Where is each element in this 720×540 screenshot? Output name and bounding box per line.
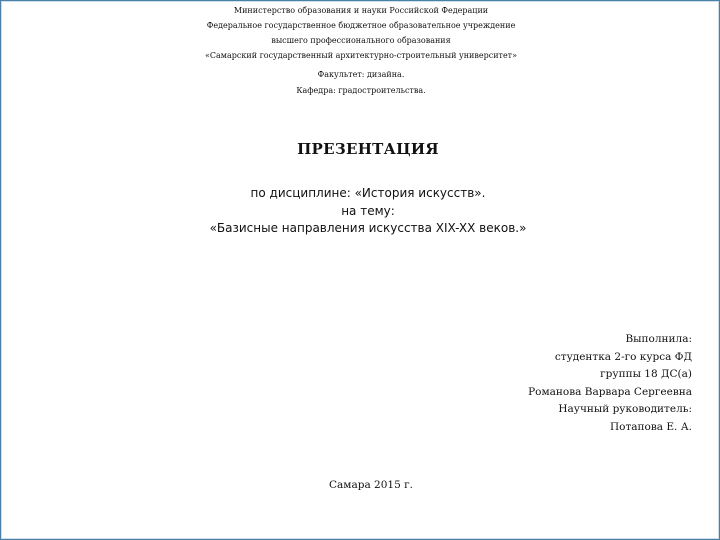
presentation-title: ПРЕЗЕНТАЦИЯ [297, 140, 439, 158]
performed-by-label: Выполнила: [625, 333, 692, 345]
topic-line: «Базисные направления искусства XIX-XX веков.» [209, 221, 527, 235]
subject-block [1, 185, 720, 238]
city-year-footer: Самара 2015 г. [329, 479, 413, 491]
supervisor-name-line: Потапова Е. А. [609, 420, 692, 433]
department-line: Кафедра: градостроительства. [296, 86, 426, 95]
institution-header [1, 3, 720, 63]
student-name-line: Романова Варвара Сергеевна [528, 385, 692, 398]
institution-type-line: Федеральное государственное бюджетное образовательное учреждение [206, 21, 516, 30]
discipline-line: по дисциплине: «История искусств». [250, 186, 486, 200]
supervisor-label: Научный руководитель: [558, 403, 692, 415]
student-course-line: студентка 2-го курса ФД [554, 350, 692, 363]
ministry-line: Министерство образования и науки Российской Федерации [233, 6, 489, 15]
faculty-block [1, 67, 720, 99]
student-group-line: группы 18 ДС(а) [600, 368, 692, 380]
performer-block [528, 331, 692, 436]
university-name-line: «Самарский государственный архитектурно-строительный университет» [204, 51, 518, 60]
on-topic-line: на тему: [341, 203, 395, 218]
education-level-line: высшего профессионального образования [271, 36, 451, 45]
faculty-line: Факультет: дизайна. [317, 70, 405, 79]
